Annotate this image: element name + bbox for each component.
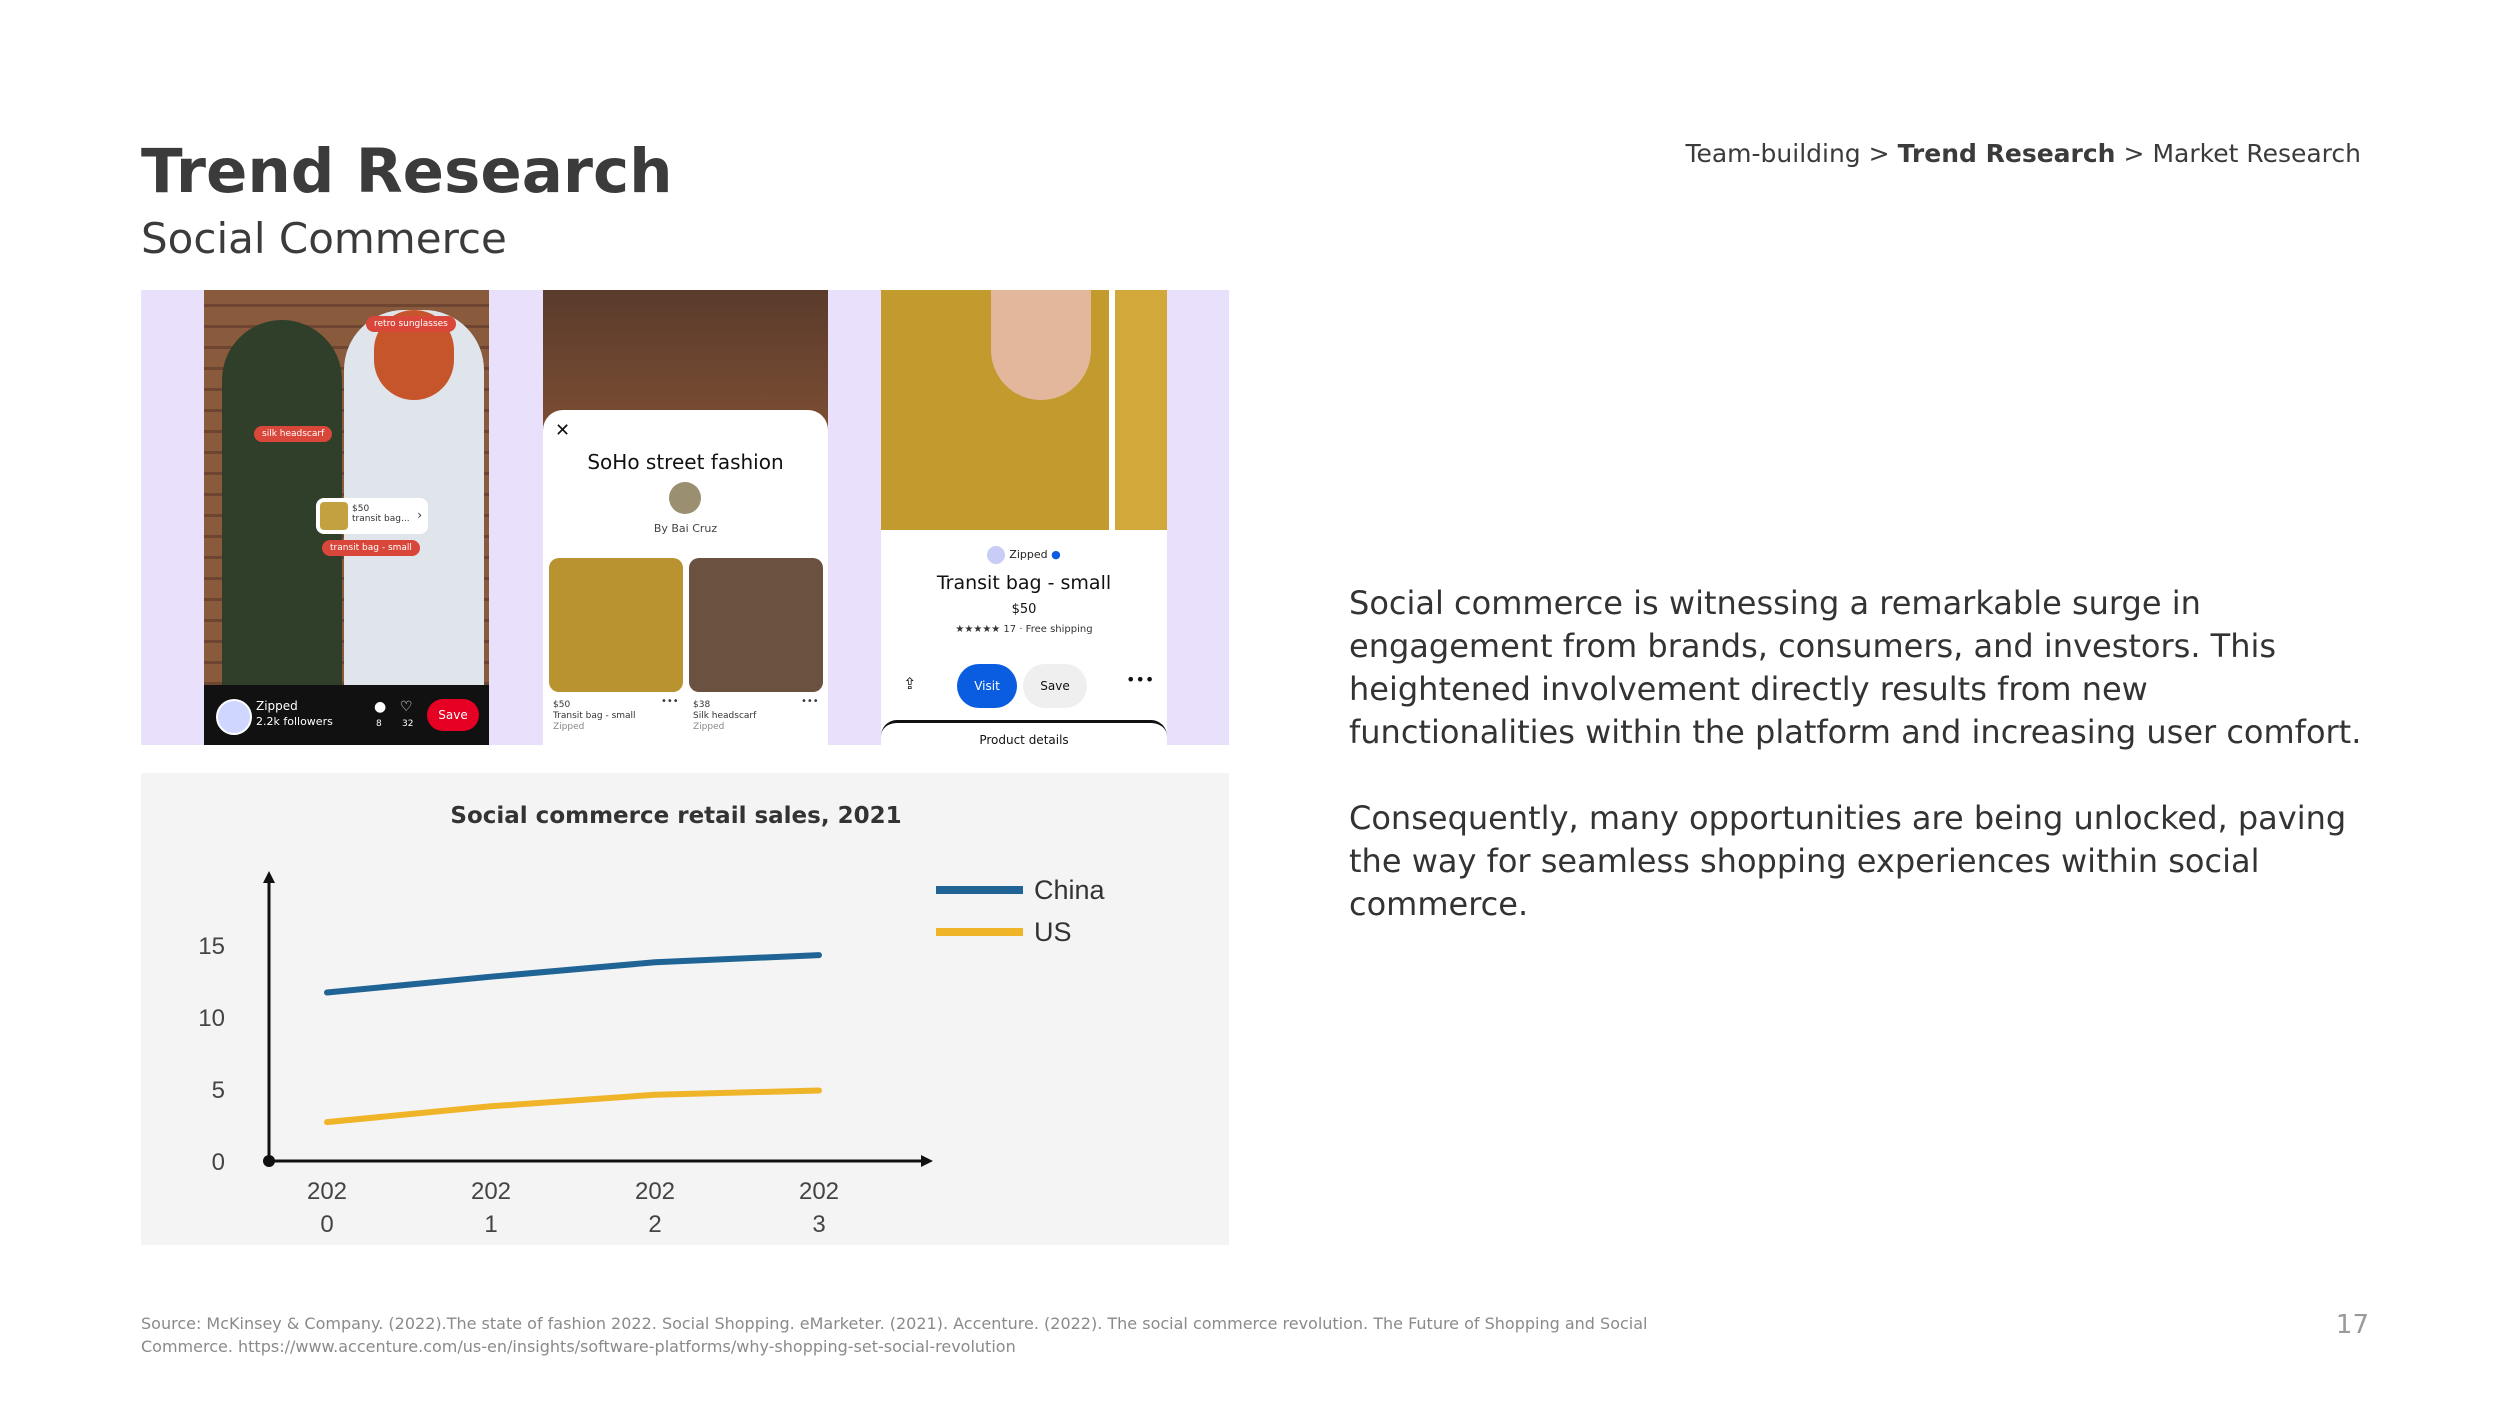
product-caption: [693, 700, 756, 733]
save-button[interactable]: Save: [427, 699, 479, 731]
breadcrumb-item-market-research[interactable]: Market Research: [2152, 139, 2361, 168]
product-price: $38: [693, 700, 711, 710]
brand-row[interactable]: [881, 546, 1167, 564]
data-point-china: [819, 955, 820, 956]
product-photo-secondary: [1115, 290, 1167, 530]
more-icon[interactable]: •••: [801, 696, 819, 707]
comment-count: 8: [376, 719, 382, 729]
avatar: [987, 546, 1005, 564]
product-caption: [553, 700, 636, 733]
product-details-tab[interactable]: Product details: [881, 720, 1167, 745]
phone-screenshot-product: [881, 290, 1167, 745]
product-price: $50: [1011, 602, 1037, 617]
breadcrumb-item-trend-research[interactable]: Trend Research: [1897, 139, 2116, 168]
product-image[interactable]: [549, 558, 683, 692]
product-rating: ★★★★★ 17 · Free shipping: [955, 624, 1093, 635]
breadcrumb-item-team-building[interactable]: Team-building: [1685, 139, 1861, 168]
chart-panel: [141, 773, 1229, 1245]
x-tick-label: 3: [812, 1211, 826, 1238]
app-screenshots-panel: [141, 290, 1229, 745]
account-name[interactable]: Zipped: [256, 699, 298, 713]
data-point-us: [327, 1122, 328, 1123]
body-text: [1349, 582, 2369, 969]
body-paragraph-1: Social commerce is witnessing a remarkable surge in engagement from brands, consumers, and investors. This heightened involvement directly results from new functionalities within the platform and increasing user comfort.: [1349, 584, 2362, 751]
like-count: 32: [402, 719, 414, 729]
series-line-us: [327, 1090, 819, 1122]
heart-icon[interactable]: ♡: [400, 699, 413, 715]
data-point-china: [655, 962, 656, 963]
product-price: $50: [553, 700, 571, 710]
product-brand: Zipped: [693, 722, 725, 732]
data-point-china: [491, 976, 492, 977]
x-tick-label: 202: [798, 1178, 840, 1205]
pin-bottom-bar: [204, 685, 489, 745]
more-icon[interactable]: •••: [1126, 670, 1155, 689]
body-paragraph-2: Consequently, many opportunities are being unlocked, paving the way for seamless shopping experiences within social commerce.: [1349, 799, 2347, 923]
y-tick-label: 15: [198, 933, 225, 960]
comment-icon[interactable]: ●: [374, 699, 387, 715]
chart-title: Social commerce retail sales, 2021: [450, 803, 902, 829]
series-line-china: [327, 955, 819, 992]
phone-screenshot-pin: [204, 290, 489, 745]
product-brand: Zipped: [553, 722, 585, 732]
photo-header: [543, 290, 828, 430]
x-tick-label: 0: [320, 1211, 334, 1238]
data-point-us: [491, 1106, 492, 1107]
breadcrumb-separator: >: [2123, 139, 2145, 168]
product-tag[interactable]: retro sunglasses: [366, 316, 456, 332]
product-chip[interactable]: [316, 498, 428, 534]
visit-button[interactable]: Visit: [957, 664, 1017, 708]
y-tick-label: 10: [198, 1005, 225, 1032]
x-axis-arrow: [921, 1155, 933, 1167]
close-icon[interactable]: ✕: [555, 420, 571, 441]
brand-name: Zipped: [1009, 548, 1048, 561]
product-name: Transit bag - small: [553, 711, 636, 721]
avatar[interactable]: [669, 482, 701, 514]
product-chip-text: [352, 504, 410, 524]
y-tick-label: 0: [211, 1149, 225, 1176]
product-tag[interactable]: silk headscarf: [254, 426, 332, 442]
legend-label-china: China: [1034, 875, 1105, 905]
share-icon[interactable]: ⇪: [903, 674, 917, 693]
photo-hand: [991, 290, 1091, 400]
more-icon[interactable]: •••: [661, 696, 679, 707]
product-chip-name: transit bag...: [352, 514, 410, 524]
y-tick-label: 5: [211, 1077, 225, 1104]
save-button[interactable]: Save: [1023, 664, 1087, 708]
legend-label-us: US: [1034, 917, 1072, 947]
line-chart: [141, 773, 1229, 1245]
chevron-right-icon: ›: [417, 508, 422, 522]
product-name: Silk headscarf: [693, 711, 757, 721]
product-thumbnail: [320, 502, 348, 530]
axis-origin: [263, 1155, 275, 1167]
breadcrumb-separator: >: [1868, 139, 1890, 168]
page-title: Trend Research: [141, 136, 673, 207]
product-title: Transit bag - small: [936, 572, 1112, 594]
data-point-us: [655, 1094, 656, 1095]
source-citation: Source: McKinsey & Company. (2022).The state of fashion 2022. Social Shopping. eMarketer. (2021). Accenture. (2022). The social commerce revolution. The Future of Shopping and Social Commerce. https://www.accenture.com/us-en/insights/software-platforms/why-shopping-set-social-revolution: [141, 1314, 1648, 1356]
verified-icon: ●: [1051, 548, 1061, 561]
avatar[interactable]: [216, 699, 252, 735]
account-followers: 2.2k followers: [256, 715, 333, 728]
board-card: [543, 410, 828, 745]
x-tick-label: 202: [306, 1178, 348, 1205]
x-tick-label: 202: [470, 1178, 512, 1205]
x-tick-label: 202: [634, 1178, 676, 1205]
product-tag[interactable]: transit bag - small: [322, 540, 420, 556]
page-subtitle: Social Commerce: [141, 214, 507, 263]
data-point-us: [819, 1090, 820, 1091]
page-number: 17: [2335, 1310, 2369, 1340]
breadcrumb: [1685, 139, 2361, 168]
data-point-china: [327, 992, 328, 993]
x-tick-label: 1: [484, 1211, 498, 1238]
product-image[interactable]: [689, 558, 823, 692]
product-chip-price: $50: [352, 504, 370, 514]
board-title: SoHo street fashion: [587, 450, 784, 474]
phone-screenshot-board: [543, 290, 828, 745]
y-axis-arrow: [263, 871, 275, 883]
x-tick-label: 2: [648, 1211, 662, 1238]
board-author: By Bai Cruz: [653, 522, 718, 535]
